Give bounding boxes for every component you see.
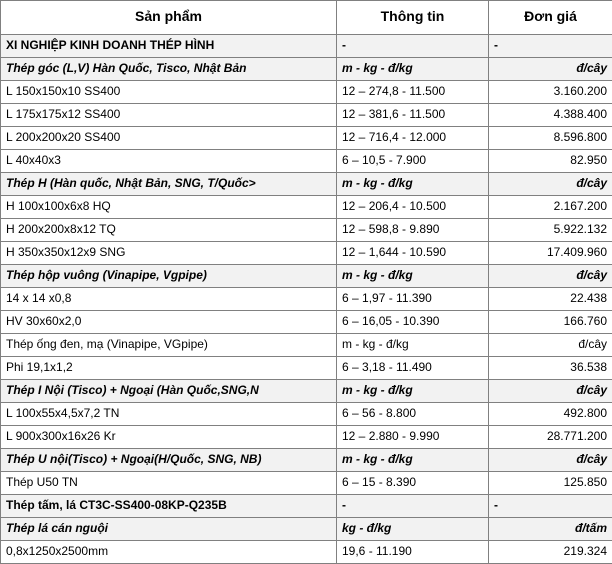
cell-price: 36.538 [489,357,612,380]
cell-info: - [337,495,489,518]
table-row [1,58,612,81]
cell-price: 8.596.800 [489,127,612,150]
cell-info: m - kg - đ/kg [337,380,489,403]
cell-price: 125.850 [489,472,612,495]
table-row [1,104,612,127]
table-row [1,265,612,288]
cell-price: đ/tấm [489,518,612,541]
cell-info: 12 – 274,8 - 11.500 [337,81,489,104]
table-header [1,1,612,35]
cell-info: 6 – 10,5 - 7.900 [337,150,489,173]
cell-info: kg - đ/kg [337,518,489,541]
cell-product: Thép tấm, lá CT3C-SS400-08KP-Q235B [1,495,337,518]
cell-product: Thép hộp vuông (Vinapipe, Vgpipe) [1,265,337,288]
cell-info: m - kg - đ/kg [337,449,489,472]
cell-price: 4.388.400 [489,104,612,127]
cell-price: 2.167.200 [489,196,612,219]
cell-info: 12 – 2.880 - 9.990 [337,426,489,449]
column-header-product: Sản phẩm [1,1,337,35]
cell-product: L 175x175x12 SS400 [1,104,337,127]
cell-info: 12 – 381,6 - 11.500 [337,104,489,127]
table-row [1,403,612,426]
table-row [1,219,612,242]
cell-product: Thép H (Hàn quốc, Nhật Bản, SNG, T/Quốc> [1,173,337,196]
cell-product: HV 30x60x2,0 [1,311,337,334]
cell-price: đ/cây [489,380,612,403]
cell-info: m - kg - đ/kg [337,58,489,81]
cell-info: m - kg - đ/kg [337,334,489,357]
cell-product: Phi 19,1x1,2 [1,357,337,380]
cell-product: Thép I Nội (Tisco) + Ngoại (Hàn Quốc,SNG,N [1,380,337,403]
cell-product: Thép ống đen, mạ (Vinapipe, VGpipe) [1,334,337,357]
cell-info: 12 – 1,644 - 10.590 [337,242,489,265]
cell-product: L 40x40x3 [1,150,337,173]
table-row [1,334,612,357]
cell-info: 12 – 598,8 - 9.890 [337,219,489,242]
cell-price: - [489,35,612,58]
header-row [1,1,612,35]
cell-info: 6 – 56 - 8.800 [337,403,489,426]
cell-info: m - kg - đ/kg [337,173,489,196]
column-header-info: Thông tin [337,1,489,35]
cell-price: đ/cây [489,449,612,472]
cell-info: 6 – 1,97 - 11.390 [337,288,489,311]
cell-info: 6 – 16,05 - 10.390 [337,311,489,334]
table-row [1,150,612,173]
table-row [1,449,612,472]
table-row [1,426,612,449]
cell-price: 492.800 [489,403,612,426]
cell-price: 219.324 [489,541,612,564]
table-body [1,35,612,564]
column-header-price: Đơn giá [489,1,612,35]
cell-info: 6 – 15 - 8.390 [337,472,489,495]
cell-product: H 100x100x6x8 HQ [1,196,337,219]
table-row [1,495,612,518]
table-row [1,173,612,196]
cell-product: 14 x 14 x0,8 [1,288,337,311]
table-row [1,472,612,495]
table-row [1,196,612,219]
table-row [1,311,612,334]
cell-product: Thép U50 TN [1,472,337,495]
table-row [1,518,612,541]
cell-product: H 350x350x12x9 SNG [1,242,337,265]
table-row [1,35,612,58]
cell-product: Thép lá cán nguội [1,518,337,541]
table-row [1,380,612,403]
table-row [1,81,612,104]
cell-price: đ/cây [489,58,612,81]
table-row [1,541,612,564]
cell-price: 17.409.960 [489,242,612,265]
cell-product: L 100x55x4,5x7,2 TN [1,403,337,426]
cell-price: đ/cây [489,173,612,196]
cell-price: 166.760 [489,311,612,334]
table-row [1,242,612,265]
cell-price: 22.438 [489,288,612,311]
table-row [1,288,612,311]
cell-product: H 200x200x8x12 TQ [1,219,337,242]
cell-price: 82.950 [489,150,612,173]
cell-price: đ/cây [489,334,612,357]
cell-info: 12 – 206,4 - 10.500 [337,196,489,219]
cell-product: XI NGHIỆP KINH DOANH THÉP HÌNH [1,35,337,58]
cell-price: 28.771.200 [489,426,612,449]
cell-info: 12 – 716,4 - 12.000 [337,127,489,150]
cell-product: Thép U nội(Tisco) + Ngoại(H/Quốc, SNG, NB) [1,449,337,472]
cell-product: 0,8x1250x2500mm [1,541,337,564]
cell-product: L 200x200x20 SS400 [1,127,337,150]
cell-product: L 150x150x10 SS400 [1,81,337,104]
cell-info: m - kg - đ/kg [337,265,489,288]
table-row [1,127,612,150]
cell-info: 6 – 3,18 - 11.490 [337,357,489,380]
table-row [1,357,612,380]
cell-info: 19,6 - 11.190 [337,541,489,564]
cell-price: 5.922.132 [489,219,612,242]
cell-price: 3.160.200 [489,81,612,104]
cell-info: - [337,35,489,58]
cell-price: đ/cây [489,265,612,288]
cell-price: - [489,495,612,518]
cell-product: L 900x300x16x26 Kr [1,426,337,449]
cell-product: Thép góc (L,V) Hàn Quốc, Tisco, Nhật Bản [1,58,337,81]
